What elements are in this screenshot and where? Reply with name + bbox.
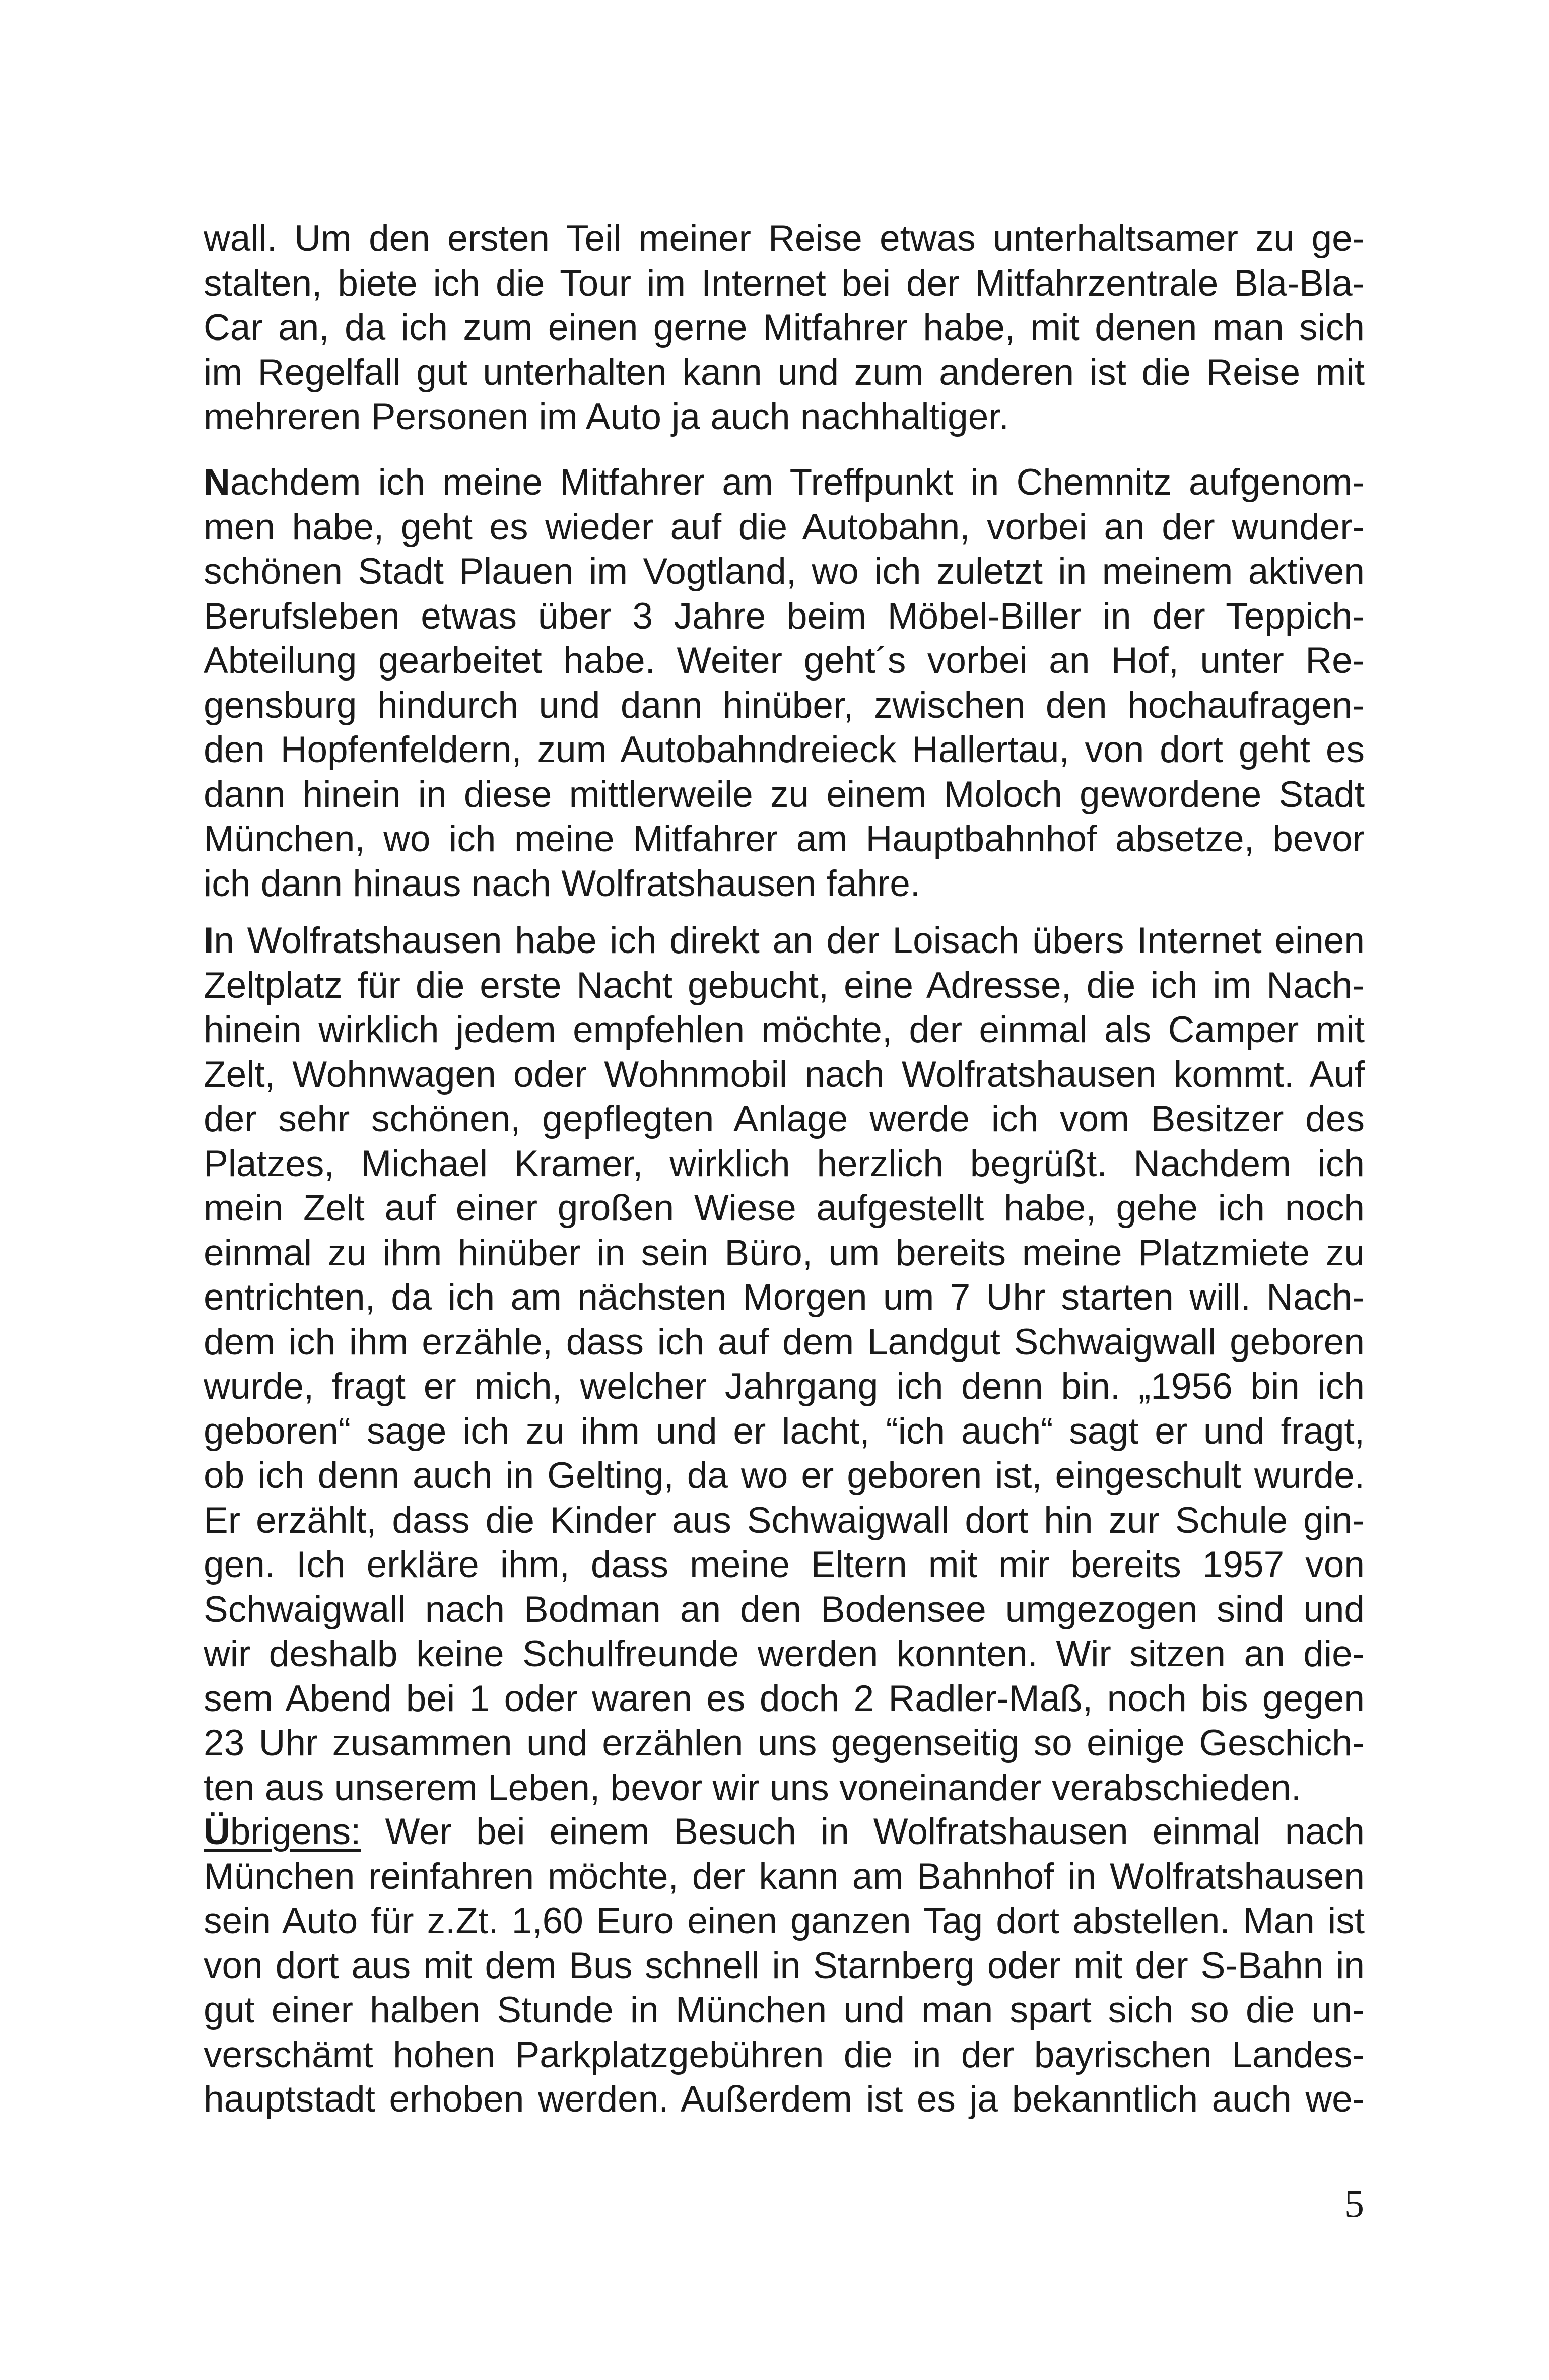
paragraph-1 [204,217,1365,440]
text-line: gen. Ich erkläre ihm, dass meine Eltern mit mir bereits 1957 von [204,1544,1365,1585]
text-line: sem Abend bei 1 oder waren es doch 2 Radler-Maß, noch bis gegen [204,1678,1365,1719]
paragraph-initial: I [204,920,214,961]
text-line: Zelt, Wohnwagen oder Wohnmobil nach Wolfratshausen kommt. Auf [204,1054,1365,1095]
text-line: Zeltplatz für die erste Nacht gebucht, eine Adresse, die ich im Nach- [204,965,1365,1006]
text-line: mein Zelt auf einer großen Wiese aufgestellt habe, gehe ich noch [204,1188,1365,1229]
text-line: München, wo ich meine Mitfahrer am Hauptbahnhof absetze, bevor [204,819,1365,859]
text-line: ob ich denn auch in Gelting, da wo er geboren ist, eingeschult wurde. [204,1455,1365,1496]
note-heading-rest: brigens: [230,1811,361,1852]
text-line: stalten, biete ich die Tour im Internet bei der Mitfahrzentrale Bla-Bla- [204,262,1365,304]
text-line: ich dann hinaus nach Wolfratshausen fahre. [204,863,921,904]
text-line [204,919,1365,964]
text-line: München reinfahren möchte, der kann am Bahnhof in Wolfratshausen [204,1856,1365,1897]
text-line: gut einer halben Stunde in München und man spart sich so die un- [204,1990,1365,2030]
text-line: wall. Um den ersten Teil meiner Reise etwas unterhaltsamer zu ge- [204,218,1365,259]
text-line: den Hopfenfeldern, zum Autobahndreieck Hallertau, von dort geht es [204,729,1365,770]
text-line: von dort aus mit dem Bus schnell in Starnberg oder mit der S-Bahn in [204,1945,1365,1986]
paragraph-initial: Ü [204,1811,230,1852]
text-line: Berufsleben etwas über 3 Jahre beim Möbel-Biller in der Teppich- [204,595,1365,637]
text-line [204,460,1365,505]
paragraph-4 [204,1810,1365,2122]
text-line: Platzes, Michael Kramer, wirklich herzlich begrüßt. Nachdem ich [204,1143,1365,1184]
paragraph-3 [204,919,1365,1810]
page-number: 5 [1344,2182,1364,2225]
paragraph-2 [204,460,1365,906]
text-line: der sehr schönen, gepflegten Anlage werde ich vom Besitzer des [204,1099,1365,1139]
text-line: ten aus unserem Leben, bevor wir uns voneinander verabschieden. [204,1767,1302,1808]
text-line: wurde, fragt er mich, welcher Jahrgang ich denn bin. „1956 bin ich [204,1366,1365,1407]
text-line: gensburg hindurch und dann hinüber, zwischen den hochaufragen- [204,685,1365,726]
text-line: hauptstadt erhoben werden. Außerdem ist es ja bekanntlich auch we- [204,2079,1365,2120]
text-line: geboren“ sage ich zu ihm und er lacht, “ich auch“ sagt er und fragt, [204,1410,1365,1452]
paragraph-initial: N [204,462,230,503]
note-heading [204,1811,361,1852]
text-line: 23 Uhr zusammen und erzählen uns gegenseitig so einige Geschich- [204,1723,1365,1763]
text-line-content: Wer bei einem Besuch in Wolfratshausen einmal nach [361,1811,1365,1852]
text-line-content: achdem ich meine Mitfahrer am Treffpunkt in Chemnitz aufgenom- [230,462,1365,503]
text-line: dem ich ihm erzähle, dass ich auf dem Landgut Schwaigwall geboren [204,1321,1365,1363]
text-line: men habe, geht es wieder auf die Autobahn, vorbei an der wunder- [204,506,1365,548]
text-line: Er erzählt, dass die Kinder aus Schwaigwall dort hin zur Schule gin- [204,1500,1365,1541]
text-line: Schwaigwall nach Bodman an den Bodensee umgezogen sind und [204,1589,1365,1630]
text-line: dann hinein in diese mittlerweile zu einem Moloch gewordene Stadt [204,774,1365,815]
text-line: wir deshalb keine Schulfreunde werden konnten. Wir sitzen an die- [204,1634,1365,1674]
text-line: einmal zu ihm hinüber in sein Büro, um bereits meine Platzmiete zu [204,1232,1365,1273]
text-line: verschämt hohen Parkplatzgebühren die in der bayrischen Landes- [204,2034,1365,2075]
text-line: entrichten, da ich am nächsten Morgen um 7 Uhr starten will. Nach- [204,1277,1365,1318]
text-line: Car an, da ich zum einen gerne Mitfahrer habe, mit denen man sich [204,307,1365,348]
text-line: schönen Stadt Plauen im Vogtland, wo ich zuletzt in meinem aktiven [204,551,1365,592]
text-line: mehreren Personen im Auto ja auch nachhaltiger. [204,396,1009,437]
text-line-content: n Wolfratshausen habe ich direkt an der Loisach übers Internet einen [214,920,1365,961]
text-line: hinein wirklich jedem empfehlen möchte, der einmal als Camper mit [204,1009,1365,1050]
text-line: im Regelfall gut unterhalten kann und zum anderen ist die Reise mit [204,352,1365,393]
text-line: sein Auto für z.Zt. 1,60 Euro einen ganzen Tag dort abstellen. Man ist [204,1900,1365,1941]
text-line [204,1810,1365,1855]
text-line: Abteilung gearbeitet habe. Weiter geht´s vorbei an Hof, unter Re- [204,640,1365,681]
